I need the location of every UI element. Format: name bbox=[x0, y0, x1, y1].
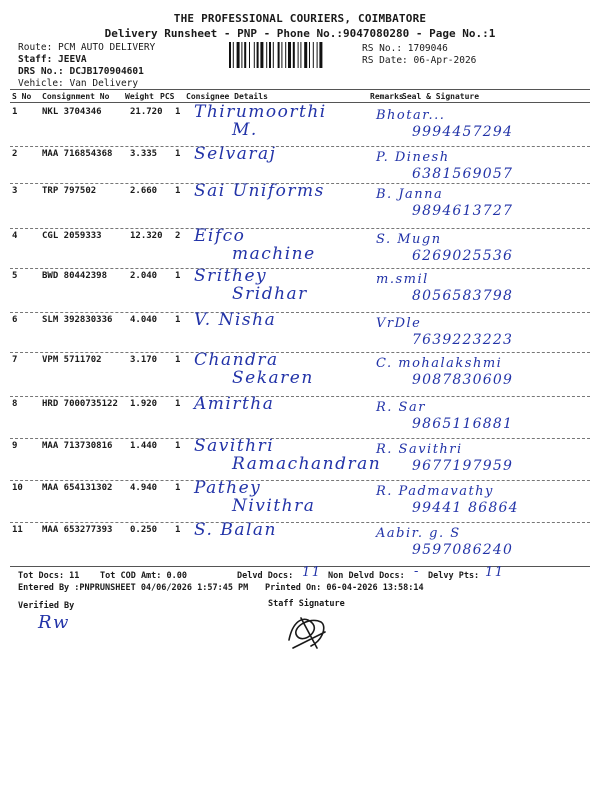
consignee-name-line1: Sai Uniforms bbox=[194, 181, 325, 201]
row-weight: 21.720 bbox=[130, 107, 163, 117]
row-pcs: 1 bbox=[175, 186, 181, 196]
drs-number: DRS No.: DCJB170904601 bbox=[18, 66, 144, 77]
row-sno: 9 bbox=[12, 441, 18, 451]
col-sno: S No bbox=[12, 92, 32, 101]
row-pcs: 1 bbox=[175, 399, 181, 409]
col-remarks: Remarks bbox=[370, 92, 404, 101]
row-weight: 4.040 bbox=[130, 315, 158, 325]
row-divider bbox=[10, 480, 590, 481]
row-pcs: 1 bbox=[175, 107, 181, 117]
entered-by: Entered By :PNPRUNSHEET 04/06/2026 1:57:45 PM bbox=[18, 583, 249, 593]
consignee-name-line2: Nivithra bbox=[232, 496, 316, 516]
receiver-phone: 9087830609 bbox=[412, 372, 514, 388]
row-weight: 2.040 bbox=[130, 271, 158, 281]
delivery-points-label: Delvy Pts: bbox=[428, 571, 480, 581]
delivery-points-handwritten: 11 bbox=[485, 565, 505, 580]
col-consignment: Consignment No bbox=[42, 92, 110, 101]
row-divider bbox=[10, 438, 590, 439]
total-docs: Tot Docs: 11 bbox=[18, 571, 80, 581]
receiver-phone: 9597086240 bbox=[412, 542, 514, 558]
row-sno: 3 bbox=[12, 186, 18, 196]
receiver-phone: 9994457294 bbox=[412, 124, 514, 140]
consignee-name-line1: Eifco bbox=[194, 226, 246, 246]
delivered-docs-label: Delvd Docs: bbox=[237, 571, 294, 581]
consignee-name-line2: machine bbox=[232, 244, 316, 264]
row-consignment: MAA 654131302 bbox=[42, 483, 113, 493]
row-consignment: SLM 392830336 bbox=[42, 315, 113, 325]
col-consignee: Consignee Details bbox=[186, 92, 268, 101]
row-consignment: VPM 5711702 bbox=[42, 355, 102, 365]
row-pcs: 1 bbox=[175, 271, 181, 281]
runsheet-title: Delivery Runsheet - PNP - Phone No.:9047080280 - Page No.:1 bbox=[104, 27, 496, 40]
col-pcs: PCS bbox=[160, 92, 175, 101]
row-divider bbox=[10, 396, 590, 397]
verified-by-label: Verified By bbox=[18, 601, 75, 611]
row-weight: 1.920 bbox=[130, 399, 158, 409]
row-consignment: BWD 80442398 bbox=[42, 271, 108, 281]
receiver-phone: 6269025536 bbox=[412, 248, 514, 264]
row-consignment: MAA 713730816 bbox=[42, 441, 113, 451]
consignee-name-line2: Sridhar bbox=[232, 284, 308, 304]
consignee-name-line1: S. Balan bbox=[194, 520, 277, 540]
row-divider bbox=[10, 228, 590, 229]
receiver-phone: 9677197959 bbox=[412, 458, 514, 474]
receiver-signature: B. Janna bbox=[376, 187, 444, 202]
receiver-signature: P. Dinesh bbox=[376, 150, 450, 165]
row-pcs: 1 bbox=[175, 315, 181, 325]
col-weight: Weight bbox=[125, 92, 154, 101]
vehicle-label: Vehicle: Van Delivery bbox=[18, 78, 139, 89]
staff-label: Staff: JEEVA bbox=[18, 54, 87, 65]
receiver-phone: 7639223223 bbox=[412, 332, 514, 348]
consignee-name-line2: Sekaren bbox=[232, 368, 314, 388]
barcode-image bbox=[229, 42, 353, 68]
row-weight: 0.250 bbox=[130, 525, 158, 535]
row-sno: 10 bbox=[12, 483, 23, 493]
receiver-signature: m.smil bbox=[376, 272, 429, 287]
receiver-signature: R. Padmavathy bbox=[376, 484, 494, 499]
printed-on: Printed On: 06-04-2026 13:58:14 bbox=[265, 583, 424, 593]
row-divider bbox=[10, 522, 590, 523]
row-weight: 2.660 bbox=[130, 186, 158, 196]
row-pcs: 1 bbox=[175, 441, 181, 451]
row-sno: 1 bbox=[12, 107, 18, 117]
receiver-phone: 8056583798 bbox=[412, 288, 514, 304]
row-sno: 6 bbox=[12, 315, 18, 325]
header-top-rule bbox=[10, 89, 590, 90]
company-name: THE PROFESSIONAL COURIERS, COIMBATORE bbox=[173, 12, 427, 25]
row-sno: 4 bbox=[12, 231, 18, 241]
consignee-name-line1: Amirtha bbox=[194, 394, 275, 414]
delivered-docs-handwritten: 11 bbox=[302, 565, 322, 580]
row-consignment: MAA 716854368 bbox=[42, 149, 113, 159]
consignee-name-line2: Ramachandran bbox=[232, 454, 382, 474]
row-weight: 3.335 bbox=[130, 149, 158, 159]
row-sno: 5 bbox=[12, 271, 18, 281]
col-seal: Seal & Signature bbox=[402, 92, 480, 101]
receiver-phone: 6381569057 bbox=[412, 166, 514, 182]
row-consignment: MAA 653277393 bbox=[42, 525, 113, 535]
receiver-signature: S. Mugn bbox=[376, 232, 442, 247]
non-delivered-label: Non Delvd Docs: bbox=[328, 571, 405, 581]
row-divider bbox=[10, 146, 590, 147]
receiver-signature: VrDle bbox=[376, 316, 422, 331]
consignee-name-line1: Thirumoorthi bbox=[194, 102, 327, 122]
consignee-name-line2: M. bbox=[232, 120, 258, 140]
row-sno: 2 bbox=[12, 149, 18, 159]
row-consignment: TRP 797502 bbox=[42, 186, 97, 196]
receiver-signature: R. Sar bbox=[376, 400, 426, 415]
receiver-phone: 9894613727 bbox=[412, 203, 514, 219]
row-consignment: CGL 2059333 bbox=[42, 231, 102, 241]
row-pcs: 1 bbox=[175, 149, 181, 159]
consignee-name-line1: Selvaraj bbox=[194, 144, 277, 164]
row-sno: 11 bbox=[12, 525, 23, 535]
route-label: Route: PCM AUTO DELIVERY bbox=[18, 42, 156, 53]
row-weight: 12.320 bbox=[130, 231, 163, 241]
consignee-name-line1: Chandra bbox=[194, 350, 279, 370]
row-weight: 4.940 bbox=[130, 483, 158, 493]
row-consignment: NKL 3704346 bbox=[42, 107, 102, 117]
row-divider bbox=[10, 352, 590, 353]
consignee-name-line1: Savithri bbox=[194, 436, 275, 456]
row-weight: 1.440 bbox=[130, 441, 158, 451]
row-sno: 7 bbox=[12, 355, 18, 365]
total-cod: Tot COD Amt: 0.00 bbox=[100, 571, 187, 581]
staff-signature-scribble bbox=[283, 610, 331, 652]
rs-number: RS No.: 1709046 bbox=[362, 43, 448, 54]
receiver-signature: Aabir. g. S bbox=[376, 526, 461, 541]
consignee-name-line1: Pathey bbox=[194, 478, 262, 498]
non-delivered-handwritten: - bbox=[414, 564, 420, 579]
row-pcs: 1 bbox=[175, 355, 181, 365]
consignee-name-line1: V. Nisha bbox=[194, 310, 277, 330]
row-consignment: HRD 7000735122 bbox=[42, 399, 118, 409]
receiver-signature: R. Savithri bbox=[376, 442, 463, 457]
row-divider bbox=[10, 268, 590, 269]
receiver-signature: Bhotar... bbox=[376, 108, 446, 123]
row-divider bbox=[10, 312, 590, 313]
row-pcs: 1 bbox=[175, 483, 181, 493]
receiver-phone: 99441 86864 bbox=[412, 500, 519, 516]
row-pcs: 2 bbox=[175, 231, 181, 241]
receiver-phone: 9865116881 bbox=[412, 416, 514, 432]
verified-initials: Rw bbox=[38, 612, 70, 633]
row-weight: 3.170 bbox=[130, 355, 158, 365]
row-sno: 8 bbox=[12, 399, 18, 409]
consignee-name-line1: Srithey bbox=[194, 266, 268, 286]
receiver-signature: C. mohalakshmi bbox=[376, 356, 503, 371]
staff-signature-label: Staff Signature bbox=[268, 599, 345, 609]
row-pcs: 1 bbox=[175, 525, 181, 535]
rs-date: RS Date: 06-Apr-2026 bbox=[362, 55, 477, 66]
